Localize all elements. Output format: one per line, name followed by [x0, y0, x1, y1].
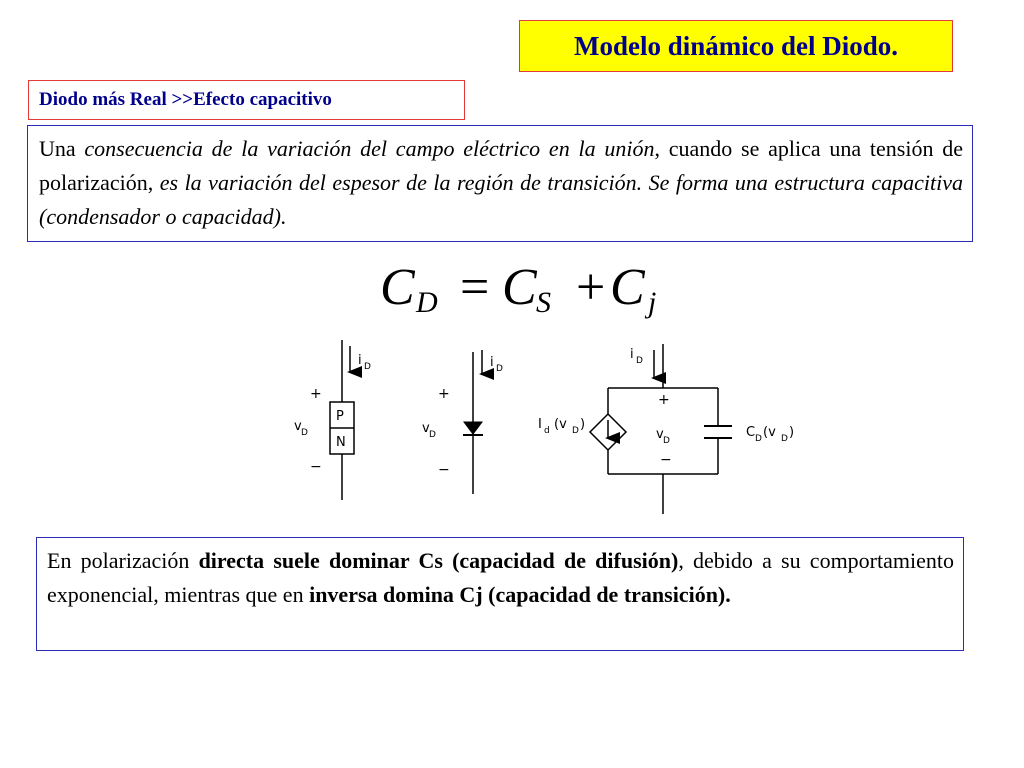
formula-sub-j: j: [648, 286, 657, 319]
para1-text-2: consecuencia de la variación del campo eléctrico en la unión: [84, 136, 655, 161]
pn-junction-model: [294, 340, 371, 500]
para2-text-4: inversa domina Cj (capacidad de transición).: [309, 582, 731, 607]
source-close: ): [580, 417, 586, 432]
diode-icon: [464, 422, 482, 434]
explanation-paragraph: [27, 125, 973, 242]
slide-subtitle: Diodo más Real >>Efecto capacitivo: [28, 80, 465, 120]
p-label: P: [336, 409, 344, 424]
i-sub-1: D: [364, 362, 371, 372]
formula-equals: =: [460, 259, 490, 316]
formula-sub-d: D: [416, 286, 438, 319]
formula-c-2: C: [502, 259, 537, 316]
minus-label-1: −: [310, 459, 322, 475]
source-arg-sub: D: [572, 426, 579, 436]
v-sub-3: D: [663, 436, 670, 446]
v-label-2: v: [422, 421, 430, 436]
v-label-3: v: [656, 427, 664, 442]
cap-arg: (v: [763, 425, 776, 440]
v-label-1: v: [294, 419, 302, 434]
equivalent-circuit-model: [538, 344, 794, 514]
i-label-1: i: [358, 353, 362, 368]
cap-label: C: [746, 425, 756, 440]
i-label-3: i: [630, 347, 634, 362]
diode-circuit-diagram: [280, 338, 820, 528]
cap-arg-sub: D: [781, 434, 788, 444]
cap-close: ): [789, 425, 795, 440]
para1-text-4: es la variación del espesor de la región de transición. Se forma una estructura capacitiva (condensador o capacidad).: [39, 170, 963, 229]
v-sub-2: D: [429, 430, 436, 440]
para2-text-2: directa suele dominar Cs (capacidad de difusión): [198, 548, 679, 573]
formula-c-1: C: [380, 259, 415, 316]
i-label-2: i: [490, 355, 494, 370]
plus-label-2: +: [438, 386, 450, 402]
source-label: I: [538, 417, 542, 432]
formula-sub-s: S: [536, 286, 551, 319]
para1-text-1: Una: [39, 136, 85, 161]
minus-label-3: −: [660, 452, 672, 468]
v-sub-1: D: [301, 428, 308, 438]
para2-text-1: En polarización: [47, 548, 199, 573]
minus-label-2: −: [438, 462, 450, 478]
plus-label-3: +: [658, 392, 670, 408]
plus-label-1: +: [310, 386, 322, 402]
i-sub-2: D: [496, 364, 503, 374]
cap-sub: D: [755, 434, 762, 444]
source-arg: (v: [554, 417, 567, 432]
para1-text-3: , cuando se aplica una tensión de polarización,: [39, 136, 963, 195]
formula-c-3: C: [610, 259, 645, 316]
polarization-paragraph: [36, 537, 964, 651]
formula-plus: +: [576, 259, 606, 316]
source-sub: d: [544, 426, 550, 436]
diode-symbol-model: [422, 350, 503, 494]
i-sub-3: D: [636, 356, 643, 366]
n-label: N: [336, 435, 346, 450]
para2-text-3: , debido a su comportamiento exponencial, mientras que en: [47, 548, 954, 607]
slide-title: Modelo dinámico del Diodo.: [519, 20, 953, 72]
